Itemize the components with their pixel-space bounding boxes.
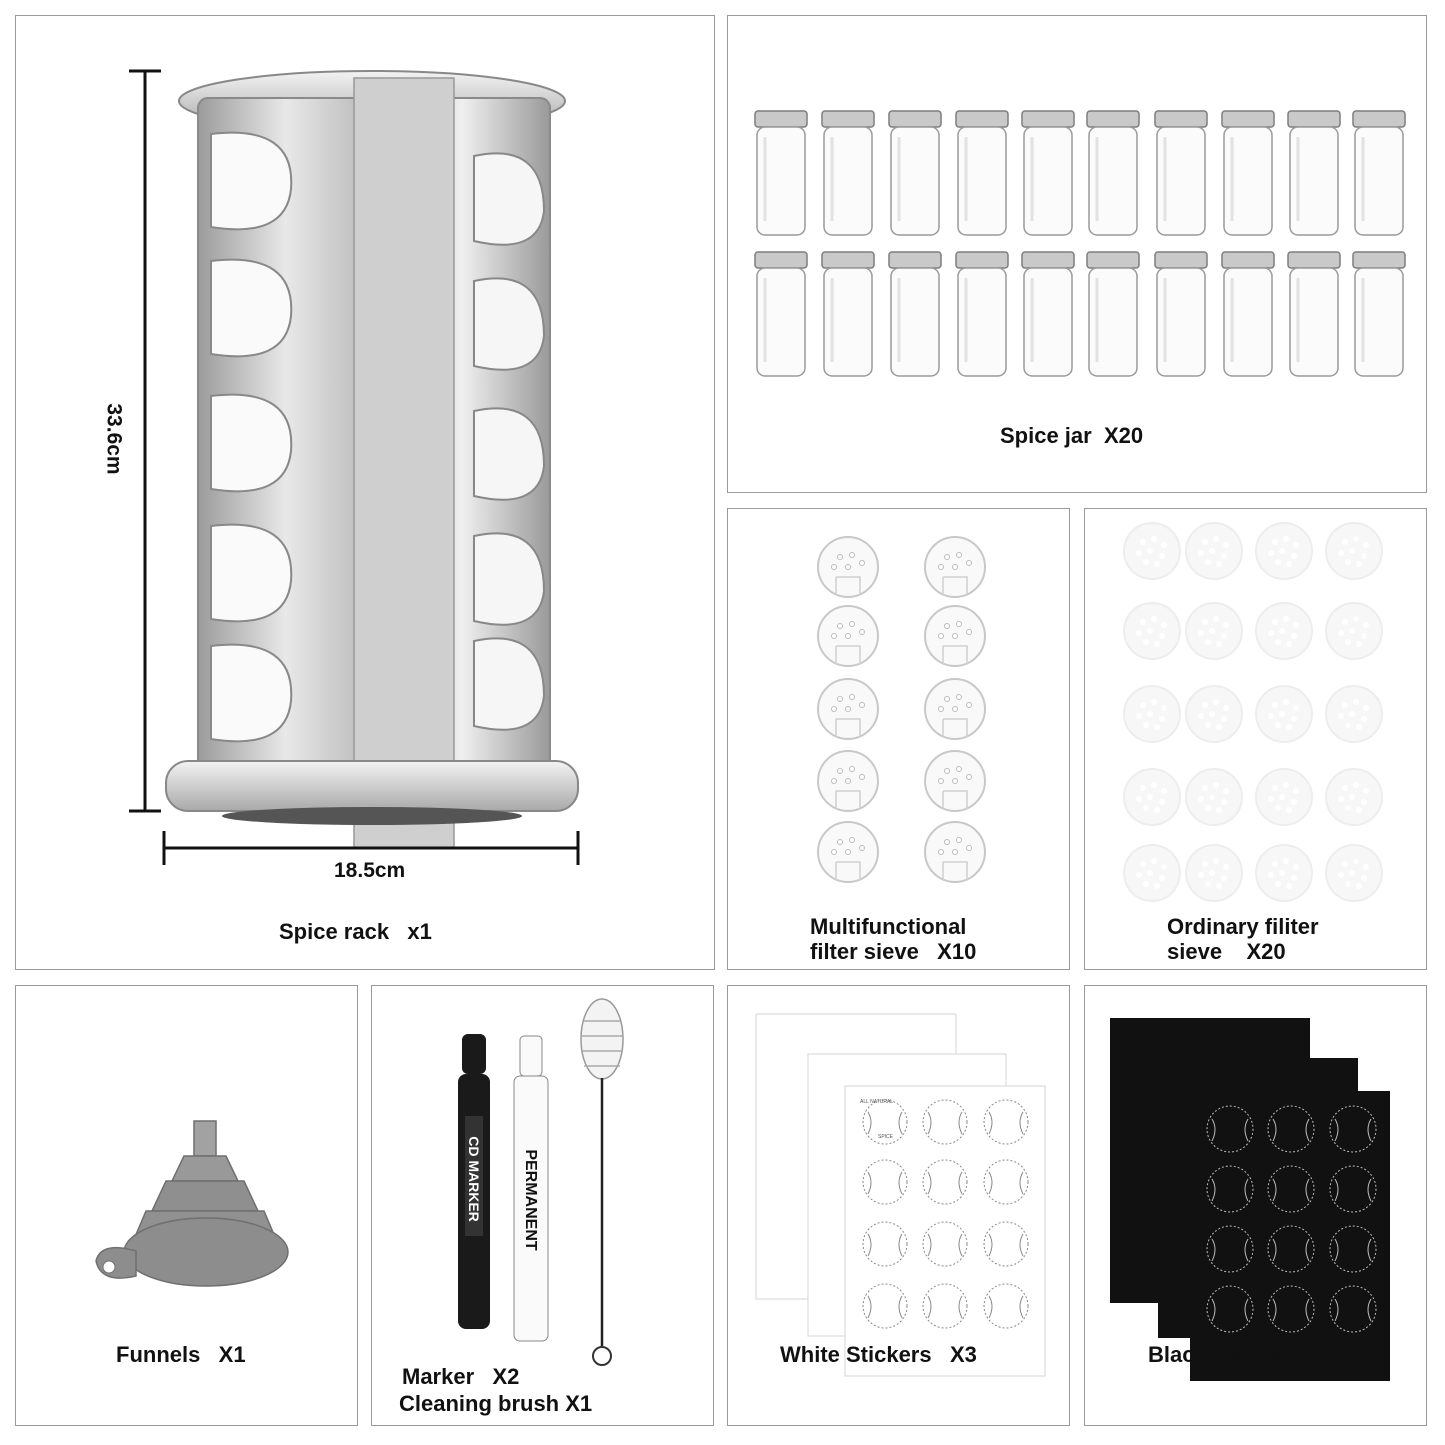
funnel-label: Funnels X1 [116,1342,246,1367]
ordinary-sieve-label-line2: sieve X20 [1167,939,1286,964]
white-marker-text: PERMANENT [522,1149,539,1251]
height-dimension-label: 33.6cm [102,403,126,475]
ordinary-sieve-label-line1: Ordinary filiter [1167,914,1319,939]
white-sticker-text-bottom: SPICE [878,1134,894,1140]
funnel-icon [96,1121,288,1286]
white-stickers-panel [727,985,1070,1426]
width-dimension-label: 18.5cm [334,859,406,882]
marker-brush-panel [371,985,714,1426]
cleaning-brush-label: Cleaning brush X1 [399,1391,593,1416]
black-marker-text: CD MARKER [466,1136,482,1222]
rack-base [166,761,578,811]
spice-rack-label: Spice rack x1 [279,919,432,944]
multi-sieve-image [728,509,1071,971]
spice-rack-image [16,16,716,971]
funnel-panel [15,985,358,1426]
height-dimension-line [129,71,161,811]
white-stickers-label: White Stickers X3 [780,1342,977,1367]
ordinary-sieve-panel [1084,508,1427,970]
black-stickers-panel [1084,985,1427,1426]
jar-row-top [755,111,1405,235]
cleaning-brush-icon [581,999,623,1365]
spice-jar-label: Spice jar X20 [1000,423,1144,448]
rack-center-panel [354,78,454,848]
marker-brush-image [372,986,715,1427]
ordinary-sieve-image [1085,509,1428,971]
multi-sieve-label-line2: filter sieve X10 [810,939,977,964]
multi-sieve-panel [727,508,1070,970]
multi-sieve-label-line1: Multifunctional [810,914,967,939]
white-sticker-text-top: ALL NATURAL [860,1099,894,1105]
spice-rack-panel [15,15,715,970]
black-stickers-label: Black Sticker X3 [1148,1342,1332,1367]
spice-jar-panel [727,15,1427,493]
jar-row-bottom [755,252,1405,376]
marker-label: Marker X2 [402,1364,520,1389]
